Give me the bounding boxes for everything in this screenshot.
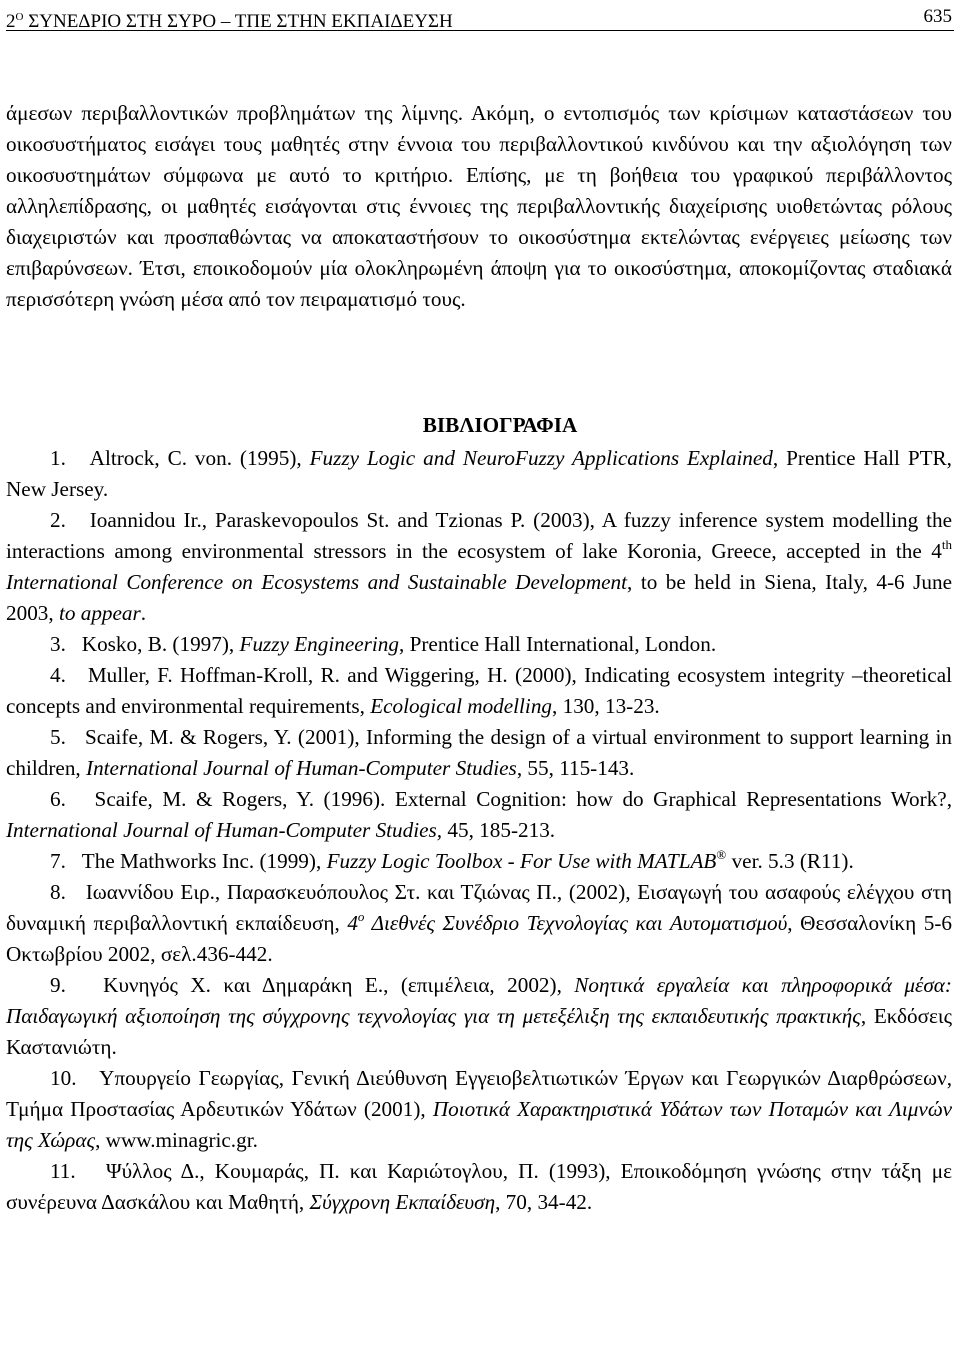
page-number: 635 (923, 6, 952, 27)
reference-item: 9. Κυνηγός Χ. και Δημαράκη Ε., (επιμέλεια, 2002), Νοητικά εργαλεία και πληροφορικά μέσα: Παιδαγωγική αξιοποίηση της σύγχρονης τεχνολογίας για τη μετεξέλιξη της εκπαιδευτικής πρακτικής, Εκδόσεις Καστανιώτη. (6, 973, 953, 1059)
reference-item: 10. Υπουργείο Γεωργίας, Γενική Διεύθυνση Εγγειοβελτιωτικών Έργων και Γεωργικών Διαρθρώσεων, Τμήμα Προστασίας Αρδευτικών Υδάτων (2001), Ποιοτικά Χαρακτηριστικά Υδάτων των Ποταμών και Λιμνών της Χώρας, www.minagric.gr. (6, 1066, 953, 1152)
bibliography-heading: ΒΙΒΛΙΟΓΡΑΦΙΑ (422, 413, 578, 437)
reference-item: 6. Scaife, M. & Rogers, Y. (1996). External Cognition: how do Graphical Representations Work?, International Journal of Human-Computer Studies, 45, 185-213. (6, 787, 953, 842)
reference-item: 1. Altrock, C. von. (1995), Fuzzy Logic and NeuroFuzzy Applications Explained, Prentice Hall PTR, New Jersey. (6, 446, 952, 501)
reference-list (6, 443, 952, 1218)
conference-title: $2^O$ ΣΥΝΕΔΡΙΟ ΣΤΗ ΣΥΡΟ – ΤΠΕ ΣΤΗΝ ΕΚΠΑΙΔΕΥΣΗ (6, 11, 453, 32)
reference-item: 8. Ιωαννίδου Ειρ., Παρασκευόπουλος Στ. και Τζιώνας Π., (2002), Εισαγωγή του ασαφούς ελέγχου στη δυναμική περιβαλλοντική εκπαίδευση, $4^o$ Διεθνές Συνέδριο Τεχνολογίας και Αυτοματισμού, Θεσσαλονίκη 5-6 Οκτωβρίου 2002, σελ.436-442. (6, 880, 953, 966)
reference-item: 3. Kosko, B. (1997), Fuzzy Engineering, Prentice Hall International, London. (50, 632, 717, 656)
reference-item: 2. Ioannidou Ir., Paraskevopoulos St. and Tzionas P. (2003), A fuzzy inference system modelling the interactions among environmental stressors in the ecosystem of lake Koronia, Greece, accepted in the 4th International Conference on Ecosystems and Sustainable Development, to be held in Siena, Italy, 4-6 June 2003, to appear. (6, 508, 953, 625)
reference-item: 11. Ψύλλος Δ., Κουμαράς, Π. και Καριώτογλου, Π. (1993), Εποικοδόμηση γνώσης στην τάξη με συνέρευνα Δασκάλου και Μαθητή, Σύγχρονη Εκπαίδευση, 70, 34-42. (6, 1159, 953, 1214)
running-header (6, 4, 954, 31)
reference-item: 4. Muller, F. Hoffman-Kroll, R. and Wiggering, H. (2000), Indicating ecosystem integrity –theoretical concepts and environmental requirements, Ecological modelling, 130, 13-23. (6, 663, 953, 718)
reference-item: 7. The Mathworks Inc. (1999), Fuzzy Logic Toolbox - For Use with MATLAB® ver. 5.3 (R11). (50, 847, 854, 873)
body-paragraph: άμεσων περιβαλλοντικών προβλημάτων της λίμνης. Ακόμη, ο εντοπισμός των κρίσιμων καταστάσεων του οικοσυστήματος εισάγει τους μαθητές στην έννοια του περιβαλλοντικού κινδύνου και την αξιολόγηση των οικοσυστημάτων σύμφωνα με αυτό το κριτήριο. Επίσης, με τη βοήθεια του γραφικού περιβάλλοντος αλληλεπίδρασης, οι μαθητές εισάγονται στις έννοιες της περιβαλλοντικής διαχείρισης υιοθετώντας ρόλους διαχειριστών και προσπαθώντας να αποκαταστήσουν το οικοσύστημα εκτελώντας ενέργειες μείωσης των επιβαρύνσεων. Έτσι, εποικοδομούν μία ολοκληρωμένη άποψη για το οικοσύστημα, αποκομίζοντας σταδιακά περισσότερη γνώση μέσα από τον πειραματισμό τους. (6, 101, 952, 311)
reference-item: 5. Scaife, M. & Rogers, Y. (2001), Informing the design of a virtual environment to support learning in children, International Journal of Human-Computer Studies, 55, 115-143. (6, 725, 953, 780)
